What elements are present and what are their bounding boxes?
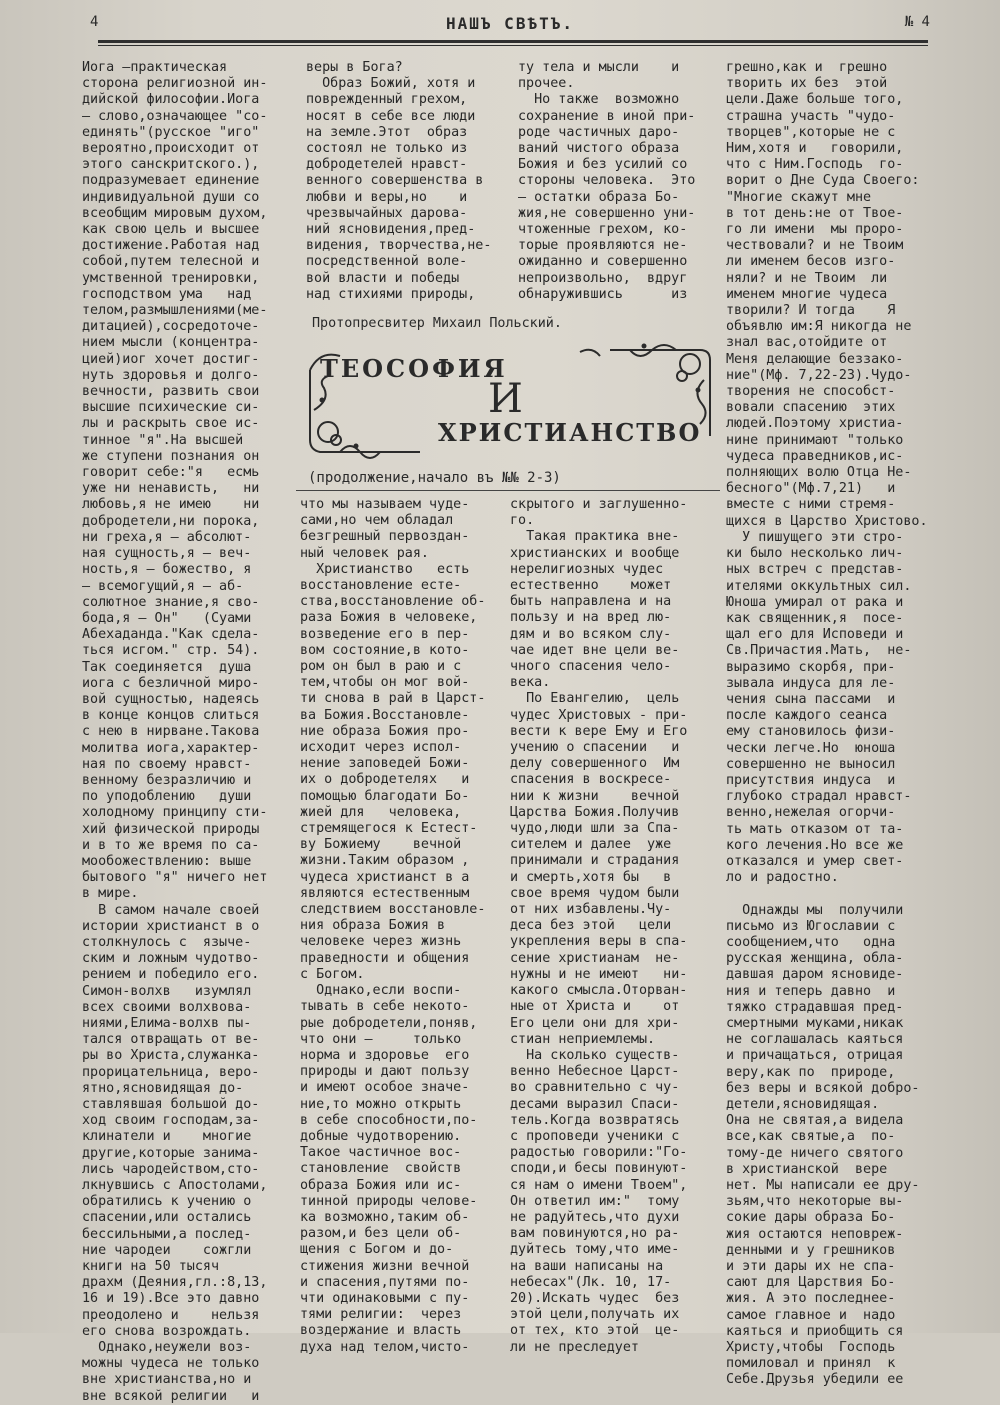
column-2-top-text: веры в Бога? Образ Божий, хотя и поврежденный грехом, носят в себе все люди на земле.Этот образ состоял не только из добродетелей нравст- венного совершенства в любви и веры,но и чрезвычайных дарова- ний ясновидения,пред- видения, творчества,не- посредственной воле- вой власти и победы над стихиями природы, bbox=[306, 60, 492, 302]
article-title-block bbox=[300, 340, 720, 470]
newspaper-name: НАШЪ СВѢТЪ. bbox=[446, 14, 574, 33]
title-line-1: ТЕОСОФИЯ bbox=[320, 354, 508, 383]
column-3-bottom-text: скрытого и заглушенно- го. Такая практика вне- христианских и вообще нерелигиозных чудес естественно может быть направлена и на пользу и на вред лю- дям и во всяком слу- чае идет вне цели ве- чного спасения чело- века. По Евангелию, цель чудес Христовых - при- вести к вере Ему и Его учению о спасении и делу совершенного Им спасения в воскресе- нии к жизни вечной Царства Божия.Получив чудо,люди шли за Спа- сителем и далее уже принимали и страдания и смерть,хотя бы в свое время чудом были от них избавлены.Чу- деса без этой цели укрепления веры в спа- сение христианам не- нужны и не имеют ни- какого смысла.Оторван- ные от Христа и от Его цели они для хри- стиан неприемлемы. На сколько существ- венно Небесное Царст- во сравнительно с чу- десами выразил Спаси- тель.Когда возвратясь с проповеди ученики с радостью говорили:"Го- споди,и бесы повинуют- ся нам о имени Твоем", Он ответил им:" тому не радуйтесь,что духи вам повинуются,но ра- дуйтесь тому,что име- на ваши написаны на небесах"(Лк. 10, 17- 20).Искать чудес без этой цели,получать их от тех, кто этой це- ли не преследует bbox=[510, 497, 688, 1355]
title-line-3: ХРИСТИАНСТВО bbox=[438, 418, 702, 447]
column-4-text: грешно,как и грешно творить их без этой цели.Даже больше того, страшна участь "чудо- творцев",которые не с Ним,хотя и говорили, что с Ним.Господь го- ворит о Дне Суда Своего: "Многие скажут мне в тот день:не от Твое- го ли имени мы проро- чествовали? и не Твоим ли именем бесов изго- няли? и не Твоим ли именем многие чудеса творили? И тогда Я объявлю им:Я никогда не знал вас,отойдите от Меня делающие беззако- ние"(Мф. 7,22-23).Чудо- творения не способст- вовали спасению этих людей.Поэтому христиа- нине принимают "только чудеса праведников,ис- полняющих волю Отца Не- бесного"(Мф.7,21) и вместе с ними стремя- щихся в Царство Христово. У пишущего эти стро- ки было несколько лич- ных встреч с представ- ителями оккультных сил. Юноша умирал от рака и как священник,я посе- щал его для Исповеди и Св.Причастия.Мать, не- выразимо скорбя, при- зывала индуса для ле- чения сына пассами и после каждого сеанса ему становилось физи- чески легче.Но юноша совершенно не выносил присутствия индуса и глубоко страдал нравст- венно,нежелая огорчи- ть мать отказом от та- кого лечения.Но все же отказался и умер свет- ло и радостно. Однажды мы получили письмо из Югославии с сообщением,что одна русская женщина, обла- давшая даром ясновиде- ния и теперь давно и тяжко страдавшая пред- смертными муками,никак не соглашалась каяться и причащаться, отрицая веру,как по природе, без веры и всякой добро- детели,ясновидящая. Она не святая,а видела все,как святые,а по- тому-де ничего святого в христианской вере нет. Мы написали ее дру- зьям,что некоторые вы- сокие дары образа Бо- жия остаются неповреж- денными и у грешников и эти дары их не спа- сают для Царствия Бо- жия. А это последнее- самое главное и надо каяться и приобщить ся Христу,чтобы Господь помиловал и принял к Себе.Друзья убедили ее bbox=[726, 60, 928, 1388]
page-number: 4 bbox=[90, 14, 99, 30]
title-line-2: И bbox=[488, 376, 523, 422]
page-header bbox=[90, 10, 930, 42]
title-separator bbox=[296, 490, 720, 491]
column-1-text: Иога —практическая сторона религиозной ин- дийской философии.Иога — слово,означающее "со- единять"(русское "иго" вероятно,происходит от этого санскритского.), подразумевает единение индивидуальной души со всеобщим мировым духом, как свою цель и высшее достижение.Работая над собой,путем телесной и умственной тренировки, господством ума над телом,размышлениями(ме- дитацией),сосредоточе- нием мысли (концентра- цией)иог хочет достиг- нуть здоровья и долго- вечности, развить свои высшие психические си- лы и раскрыть свое ис- тинное "я".На высшей же ступени познания он говорит себе:"я есмь уже ни ненависть, ни любовь,я не имею ни добродетели,ни порока, ни греха,я — абсолют- ная сущность,я — веч- ность,я — божество, я — всемогущий,я — аб- солютное знание,я сво- бода,я — Он" (Суами Абехаданда."Как сдела- ться исгом." стр. 54). Так соединяется душа иога с безличной миро- вой сущностью, надеясь в конце концов слиться с нею в нирване.Такова молитва иога,характер- ная по своему нравст- венному безразличию и по уподоблению души холодному принципу сти- хий физической природы и в то же время по са- мообожествлению: выше бытового "я" ничего нет в мире. В самом начале своей истории христианст в о столкнулось с языче- ским и ложным чудотво- рением и победило его. Симон-волхв изумлял всех своими волхвова- ниями,Елима-волхв пы- тался отвращать от ве- ры во Христа,служанка- прорицательница, веро- ятно,ясновидящая до- ставлявшая большой до- ход своим господам,за- клинатели и многие другие,которые занима- лись чародейством,сто- лкнувшись с Апостолами, обратились к учению о спасении,или остались бессильными,а послед- ние чародеи сожгли книги на 50 тысяч драхм (Деяния,гл.:8,13, 16 и 19).Все это давно преодолено и нельзя его снова возрождать. Однако,неужели воз- можны чудеса не только вне христианства,но и вне всякой религии и bbox=[82, 60, 268, 1404]
issue-number: № 4 bbox=[904, 14, 930, 30]
article-subtitle: (продолжение,начало въ №№ 2-3) bbox=[308, 470, 561, 486]
header-rule bbox=[98, 40, 928, 43]
author-signature: Протопресвитер Михаил Польский. bbox=[312, 316, 562, 331]
header-rule-thin bbox=[98, 45, 928, 46]
column-2-bottom-text: что мы называем чуде- сами,но чем обладал безгрешный первоздан- ный человек рая. Христианство есть восстановление есте- ства,восстановление об- раза Божия в человеке, возведение его в пер- вом состояние,в кото- ром он был в раю и с тем,чтобы он мог вой- ти снова в рай в Царст- ва Божия.Восстановле- ние образа Божия про- исходит через испол- нение заповедей Божи- их о добродетелях и помощью благодати Бо- жией для человека, стремящегося к Естест- ву Божиему вечной жизни.Таким образом , чудеса христианст в а являются естественным следствием восстановле- ния образа Божия в человеке через жизнь праведности и общения с Богом. Однако,если воспи- тывать в себе некото- рые добродетели,поняв, что они — только норма и здоровье его природы и дают пользу и имеют особое значе- ние,то можно открыть в себе способности,по- добные чудотворению. Такое частичное вос- становление свойств образа Божия или ис- тинной природы челове- ка возможно,таким об- разом,и без цели об- щения с Богом и до- стижения жизни вечной и спасения,путями по- чти одинаковыми с пу- тями религии: через воздержание и власть духа над телом,чисто- bbox=[300, 497, 486, 1355]
column-3-top-text: ту тела и мысли и прочее. Но также возможно сохранение в иной при- роде частичных даро- ваний чистого образа Божия и без усилий со стороны человека. Это — остатки образа Бо- жия,не совершенно уни- чтоженные грехом, ко- торые проявляются не- ожиданно и совершенно непроизвольно, вдруг обнаружившись из bbox=[518, 60, 696, 302]
